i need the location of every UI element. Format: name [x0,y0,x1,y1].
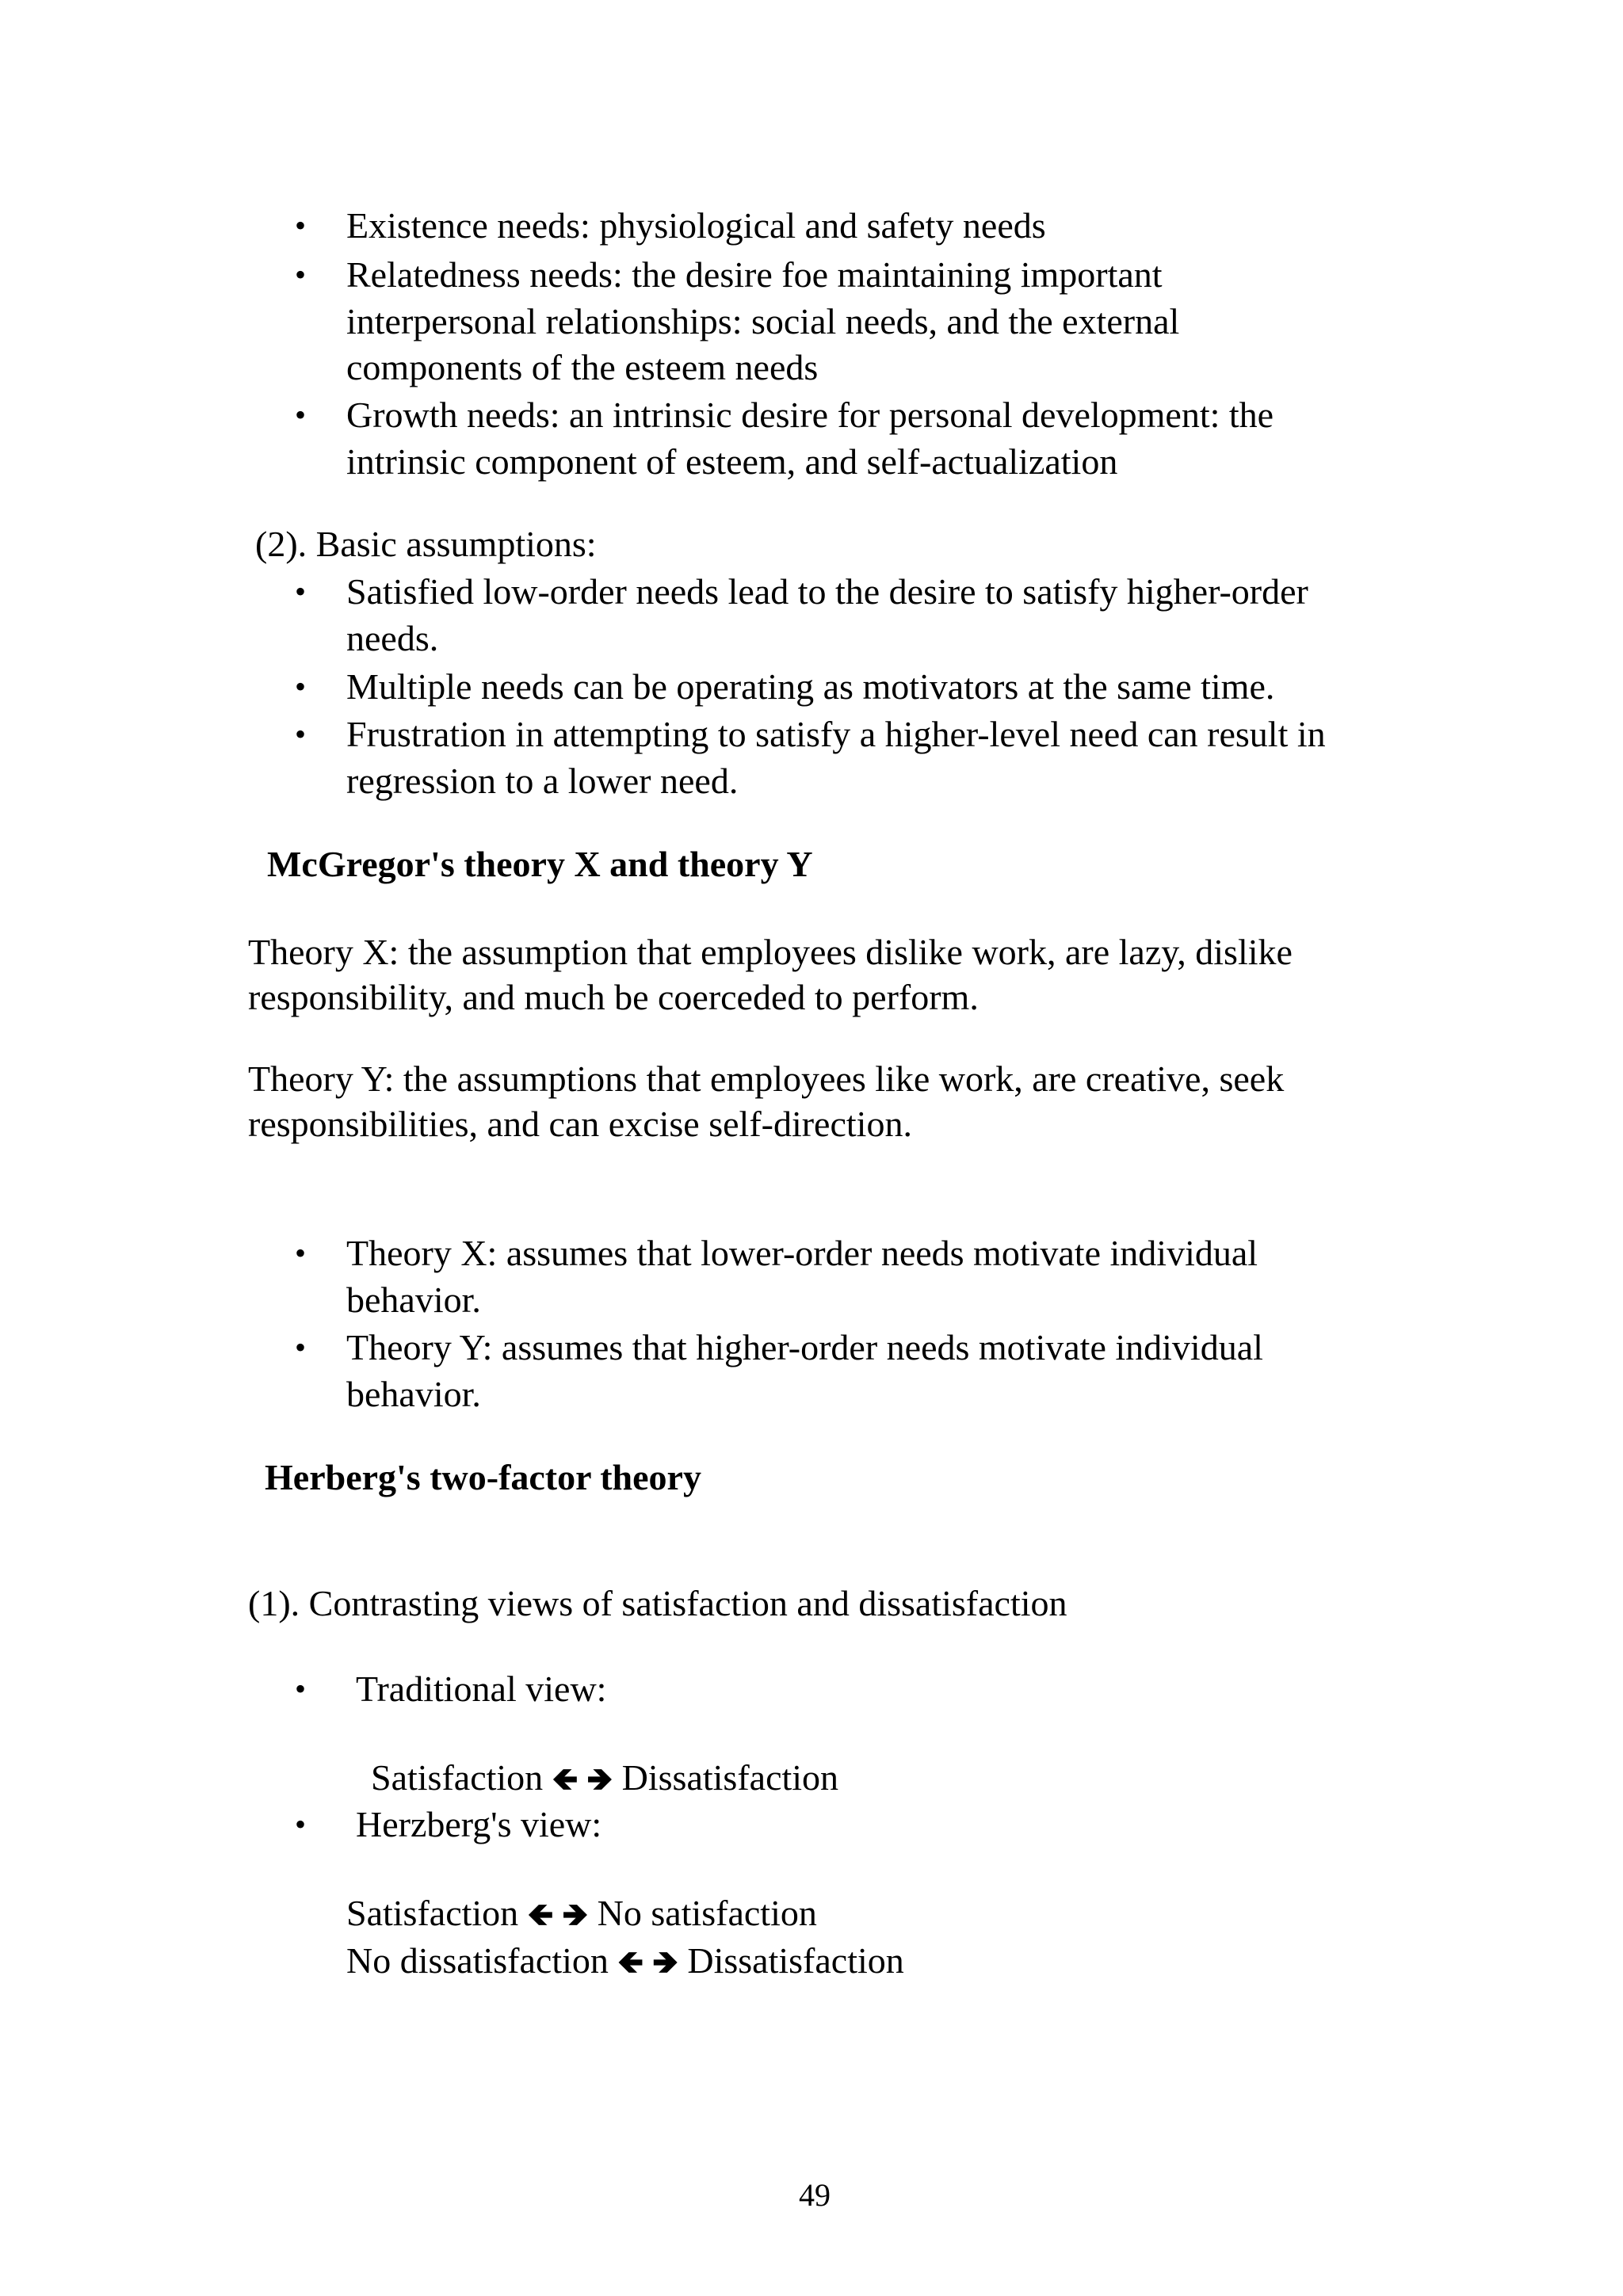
bullet-icon: • [295,669,307,704]
erg-relatedness-line-1: Relatedness needs: the desire foe maintaining important [346,254,1163,295]
erg-growth-line-1: Growth needs: an intrinsic desire for personal development: the [346,395,1274,435]
theory-y-para-line-1: Theory Y: the assumptions that employees like work, are creative, seek [248,1058,1285,1099]
herzberg-view-label: Herzberg's view: [356,1804,602,1844]
assumption-3-line-1: Frustration in attempting to satisfy a higher-level need can result in [346,714,1326,754]
arrow-left-icon: 🡸 [552,1761,579,1798]
traditional-view-label: Traditional view: [356,1669,607,1709]
arrow-left-icon: 🡸 [527,1897,554,1933]
mcgregor-heading: McGregor's theory X and theory Y [267,844,813,884]
assumption-3-line-2: regression to a lower need. [346,761,739,801]
theory-x-bullet-line-1: Theory X: assumes that lower-order needs motivate individual [346,1233,1258,1273]
satisfaction-label: Satisfaction [346,1893,519,1933]
no-satisfaction-label: No satisfaction [597,1893,817,1933]
herzberg-heading: Herberg's two-factor theory [265,1457,701,1497]
arrow-right-icon: 🡺 [562,1897,589,1933]
traditional-view-scale [371,1755,838,1802]
bullet-icon: • [295,397,307,433]
theory-y-para-line-2: responsibilities, and can excise self-direction. [248,1104,912,1144]
erg-relatedness-line-2: interpersonal relationships: social needs, and the external [346,301,1180,341]
theory-y-bullet-line-2: behavior. [346,1374,481,1414]
contrasting-views-heading: (1). Contrasting views of satisfaction and dissatisfaction [248,1583,1067,1623]
dissatisfaction-label: Dissatisfaction [687,1940,904,1981]
assumptions-heading: (2). Basic assumptions: [255,524,597,564]
no-dissatisfaction-label: No dissatisfaction [346,1940,609,1981]
bullet-icon: • [295,1806,307,1842]
bullet-icon: • [295,257,307,292]
page-number: 49 [799,2177,831,2213]
bullet-icon: • [295,208,307,243]
assumption-1-line-1: Satisfied low-order needs lead to the desire to satisfy higher-order [346,571,1308,612]
theory-x-para-line-2: responsibility, and much be coerceded to perform. [248,977,979,1017]
bullet-icon: • [295,1235,307,1271]
bullet-icon: • [295,1329,307,1365]
assumption-2-line: Multiple needs can be operating as motivators at the same time. [346,666,1275,707]
bullet-icon: • [295,716,307,752]
theory-x-para-line-1: Theory X: the assumption that employees dislike work, are lazy, dislike [248,932,1293,972]
arrow-left-icon: 🡸 [617,1944,643,1981]
traditional-right-label: Dissatisfaction [621,1757,839,1798]
assumption-1-line-2: needs. [346,618,439,658]
arrow-right-icon: 🡺 [586,1761,613,1798]
erg-growth-line-2: intrinsic component of esteem, and self-actualization [346,441,1118,482]
erg-relatedness-line-3: components of the esteem needs [346,347,819,387]
traditional-left-label: Satisfaction [371,1757,544,1798]
erg-existence-line: Existence needs: physiological and safety needs [346,205,1046,246]
bullet-icon: • [295,574,307,609]
bullet-icon: • [295,1671,307,1707]
theory-y-bullet-line-1: Theory Y: assumes that higher-order needs motivate individual [346,1327,1263,1367]
herzberg-satisfaction-scale [346,1890,817,1938]
herzberg-dissatisfaction-scale [346,1938,904,1985]
arrow-right-icon: 🡺 [652,1944,678,1981]
theory-x-bullet-line-2: behavior. [346,1280,481,1320]
